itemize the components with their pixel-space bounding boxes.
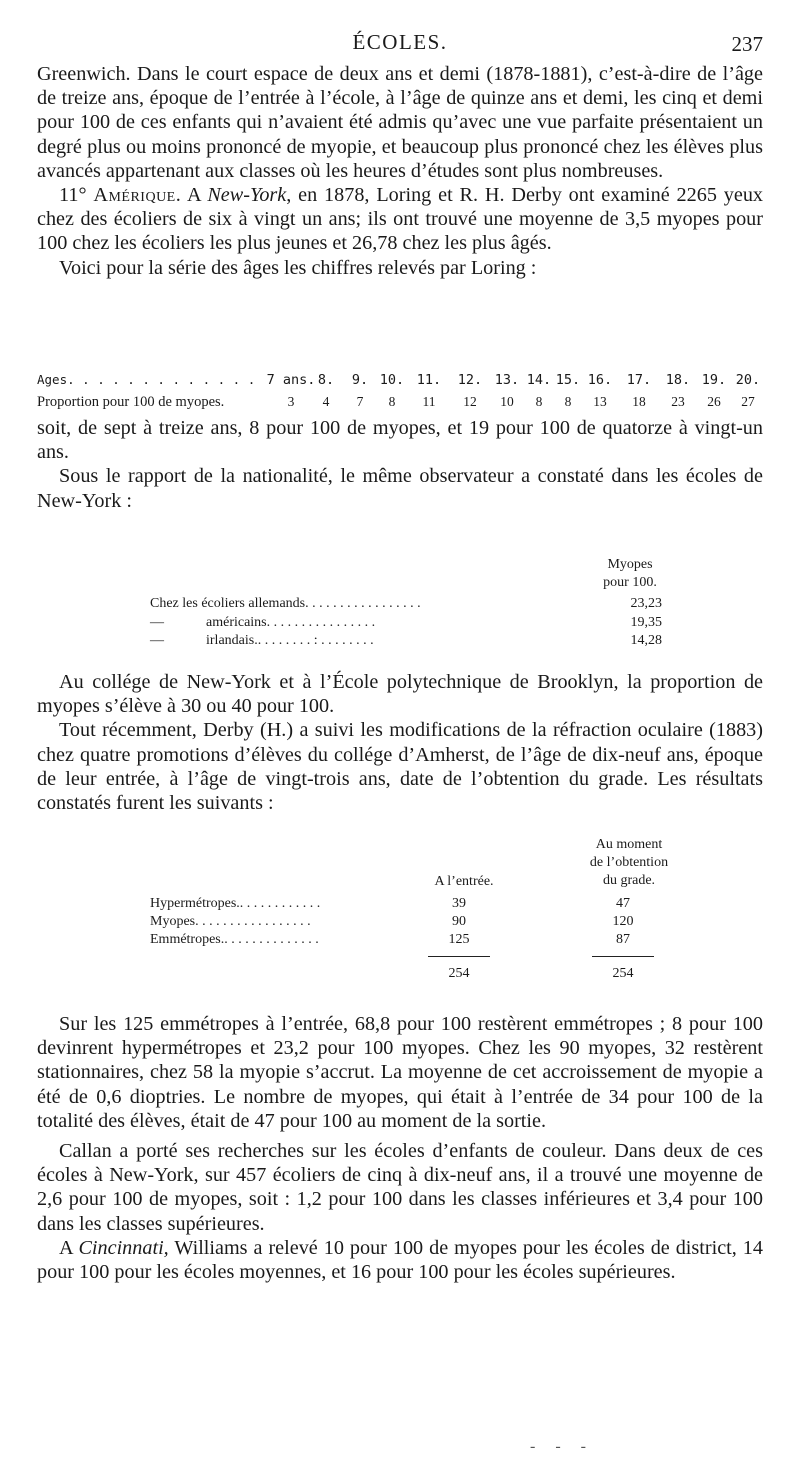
age-cell: 10. xyxy=(379,372,405,388)
table-row xyxy=(150,932,690,952)
proportion-cell: 3 xyxy=(287,394,295,409)
place-name: New-York xyxy=(207,184,287,207)
proportion-cell: 18 xyxy=(632,394,646,409)
text-block-2 xyxy=(37,416,763,513)
page-number: 237 xyxy=(731,32,763,56)
row-label: Emmétropes.. . . . . . . . . . . . . . xyxy=(150,932,319,947)
cell-entry: 90 xyxy=(452,914,466,929)
total-grade: 254 xyxy=(612,966,634,981)
proportion-cell: 26 xyxy=(707,394,721,409)
proportion-row xyxy=(37,394,763,416)
row-label: — irlandais.. . . . . . . . : . . . . . . . . xyxy=(150,633,374,648)
table-row xyxy=(150,914,690,934)
paragraph-callan: Callan a porté ses recherches sur les écoles d’enfants de couleur. Dans deux de ces écoles à New-York, sur 457 écoliers de cinq à dix-neuf ans, il a trouvé une moyenne de 2,6 pour 100 de myopes, soit : 1,2 pour 100 dans les classes inférieures et 3,4 pour 100 dans les classes supérieures. xyxy=(37,1140,763,1235)
age-cell: 20. xyxy=(735,372,761,388)
text-block-4 xyxy=(37,1012,763,1284)
footer-marks: - - - xyxy=(530,1438,594,1455)
row-value: 14,28 xyxy=(630,633,662,648)
paragraph-nationality-intro: Sous le rapport de la nationalité, le même observateur a constaté dans les écoles de New-York : xyxy=(37,465,763,512)
text-run: Williams a relevé 10 pour 100 de myopes pour les écoles de district, 14 pour 100 pour les écoles moyennes, et 16 pour 100 pour les écoles supérieures. xyxy=(37,1236,763,1284)
proportion-cell: 8 xyxy=(564,394,572,409)
sum-rule xyxy=(592,956,654,957)
cell-grade: 47 xyxy=(616,896,630,911)
age-cell: 7 ans. xyxy=(266,372,316,388)
cell-entry: 39 xyxy=(452,896,466,911)
proportion-cell: 7 xyxy=(356,394,364,409)
text-run: A xyxy=(181,184,208,207)
row-label: Hypermétropes.. . . . . . . . . . . . xyxy=(150,896,321,911)
proportion-cell: 23 xyxy=(671,394,685,409)
row-value: 23,23 xyxy=(630,596,662,611)
age-cell: 12. xyxy=(457,372,483,388)
table-row xyxy=(150,633,680,653)
header-line: de l’obtention xyxy=(589,855,669,870)
nationality-header xyxy=(580,556,680,592)
age-table xyxy=(37,372,763,416)
header-line: Myopes xyxy=(607,557,653,572)
column-header-grade xyxy=(574,836,684,890)
age-cell: 19. xyxy=(701,372,727,388)
total-entry: 254 xyxy=(448,966,470,981)
age-row-label: Ages. . . . . . . . . . . . . xyxy=(37,372,256,387)
header-line: pour 100. xyxy=(603,575,657,590)
age-cell: 11. xyxy=(416,372,442,388)
table-row xyxy=(150,896,690,916)
paragraph-summary-ages: soit, de sept à treize ans, 8 pour 100 de myopes, et 19 pour 100 de quatorze à vingt-un ans. xyxy=(37,417,763,464)
paragraph-brooklyn: Au collége de New-York et à l’École polytechnique de Brooklyn, la proportion de myopes s’élève à 30 ou 40 pour 100. xyxy=(37,671,763,718)
section-heading: Amérique. xyxy=(93,184,182,207)
column-header-entry: A l’entrée. xyxy=(434,874,494,889)
paragraph-cincinnati xyxy=(37,1236,763,1284)
text-block-3 xyxy=(37,670,763,815)
page-title: ÉCOLES. xyxy=(352,30,448,54)
section-number: 11° xyxy=(59,184,87,207)
age-cell: 13. xyxy=(494,372,520,388)
proportion-cell: 27 xyxy=(741,394,755,409)
text-block-1 xyxy=(37,62,763,280)
paragraph-amerique xyxy=(37,183,763,256)
proportion-cell: 10 xyxy=(500,394,514,409)
cell-grade: 120 xyxy=(612,914,634,929)
age-cell: 9. xyxy=(351,372,369,388)
text-run: , en 1878, Loring et R. H. Derby ont examiné 2265 yeux chez des écoliers de six à vingt un ans; ils ont trouvé une moyenne de 3,5 myopes pour 100 chez les écoliers les plus jeunes et 26,78 chez les plus âgés. xyxy=(37,184,764,255)
row-value: 19,35 xyxy=(630,615,662,630)
age-row xyxy=(37,372,763,394)
total-row xyxy=(150,966,690,986)
cell-entry: 125 xyxy=(448,932,470,947)
age-cell: 8. xyxy=(317,372,335,388)
text-run: A xyxy=(59,1236,79,1259)
paragraph-greenwich: Greenwich. Dans le court espace de deux ans et demi (1878-1881), c’est-à-dire de l’âge de treize ans, époque de l’entrée à l’école, à l’âge de quinze ans et demi, les cinq et demi pour 100 de ces enfants qui n’avaient été admis qu’avec une vue parfaite présentaient un degré plus ou moins prononcé de myopie, et beaucoup plus prononcé chez les élèves plus avancés appartenant aux classes où les heures d’études sont plus nombreuses. xyxy=(37,63,763,182)
paragraph-derby: Tout récemment, Derby (H.) a suivi les modifications de la réfraction oculaire (1883) chez quatre promotions d’élèves du collége d’Amherst, de l’âge de dix-neuf ans, époque de leur entrée, à l’âge de vingt-trois ans, date de l’obtention du grade. Les résultats constatés furent les suivants : xyxy=(37,719,763,815)
header-line: Au moment xyxy=(595,837,663,852)
table-row xyxy=(150,615,680,635)
proportion-cell: 11 xyxy=(422,394,436,409)
age-cell: 14. xyxy=(526,372,552,388)
proportion-cell: 8 xyxy=(535,394,543,409)
age-cell: 15. xyxy=(555,372,581,388)
row-label: — américains. . . . . . . . . . . . . . . . xyxy=(150,615,376,630)
cell-grade: 87 xyxy=(616,932,630,947)
age-cell: 16. xyxy=(587,372,613,388)
running-header xyxy=(37,30,763,60)
place-name: Cincinnati, xyxy=(78,1236,169,1259)
row-label: Myopes. . . . . . . . . . . . . . . . . xyxy=(150,914,311,929)
row-label: Chez les écoliers allemands. . . . . . . . . . . . . . . . . xyxy=(150,596,421,611)
proportion-cell: 8 xyxy=(388,394,396,409)
proportion-cell: 4 xyxy=(322,394,330,409)
proportion-cell: 13 xyxy=(593,394,607,409)
proportion-cell: 12 xyxy=(463,394,477,409)
sum-rule xyxy=(428,956,490,957)
table-row xyxy=(150,596,680,616)
paragraph-emmetropes: Sur les 125 emmétropes à l’entrée, 68,8 pour 100 restèrent emmétropes ; 8 pour 100 devinrent hypermétropes et 23,2 pour 100 myopes. Chez les 90 myopes, 32 restèrent stationnaires, chez 58 la myopie s’accrut. La moyenne de cet accroissement de myopie a été de 0,6 dioptries. Le nombre de myopes, qui était à l’entrée de 34 pour 100 de la totalité des élèves, était de 47 pour 100 au moment de la sortie. xyxy=(37,1013,763,1132)
paragraph-intro-ages: Voici pour la série des âges les chiffres relevés par Loring : xyxy=(59,256,537,279)
age-cell: 18. xyxy=(665,372,691,388)
age-cell: 17. xyxy=(626,372,652,388)
header-line: du grade. xyxy=(602,873,656,888)
proportion-row-label: Proportion pour 100 de myopes. xyxy=(37,394,225,410)
